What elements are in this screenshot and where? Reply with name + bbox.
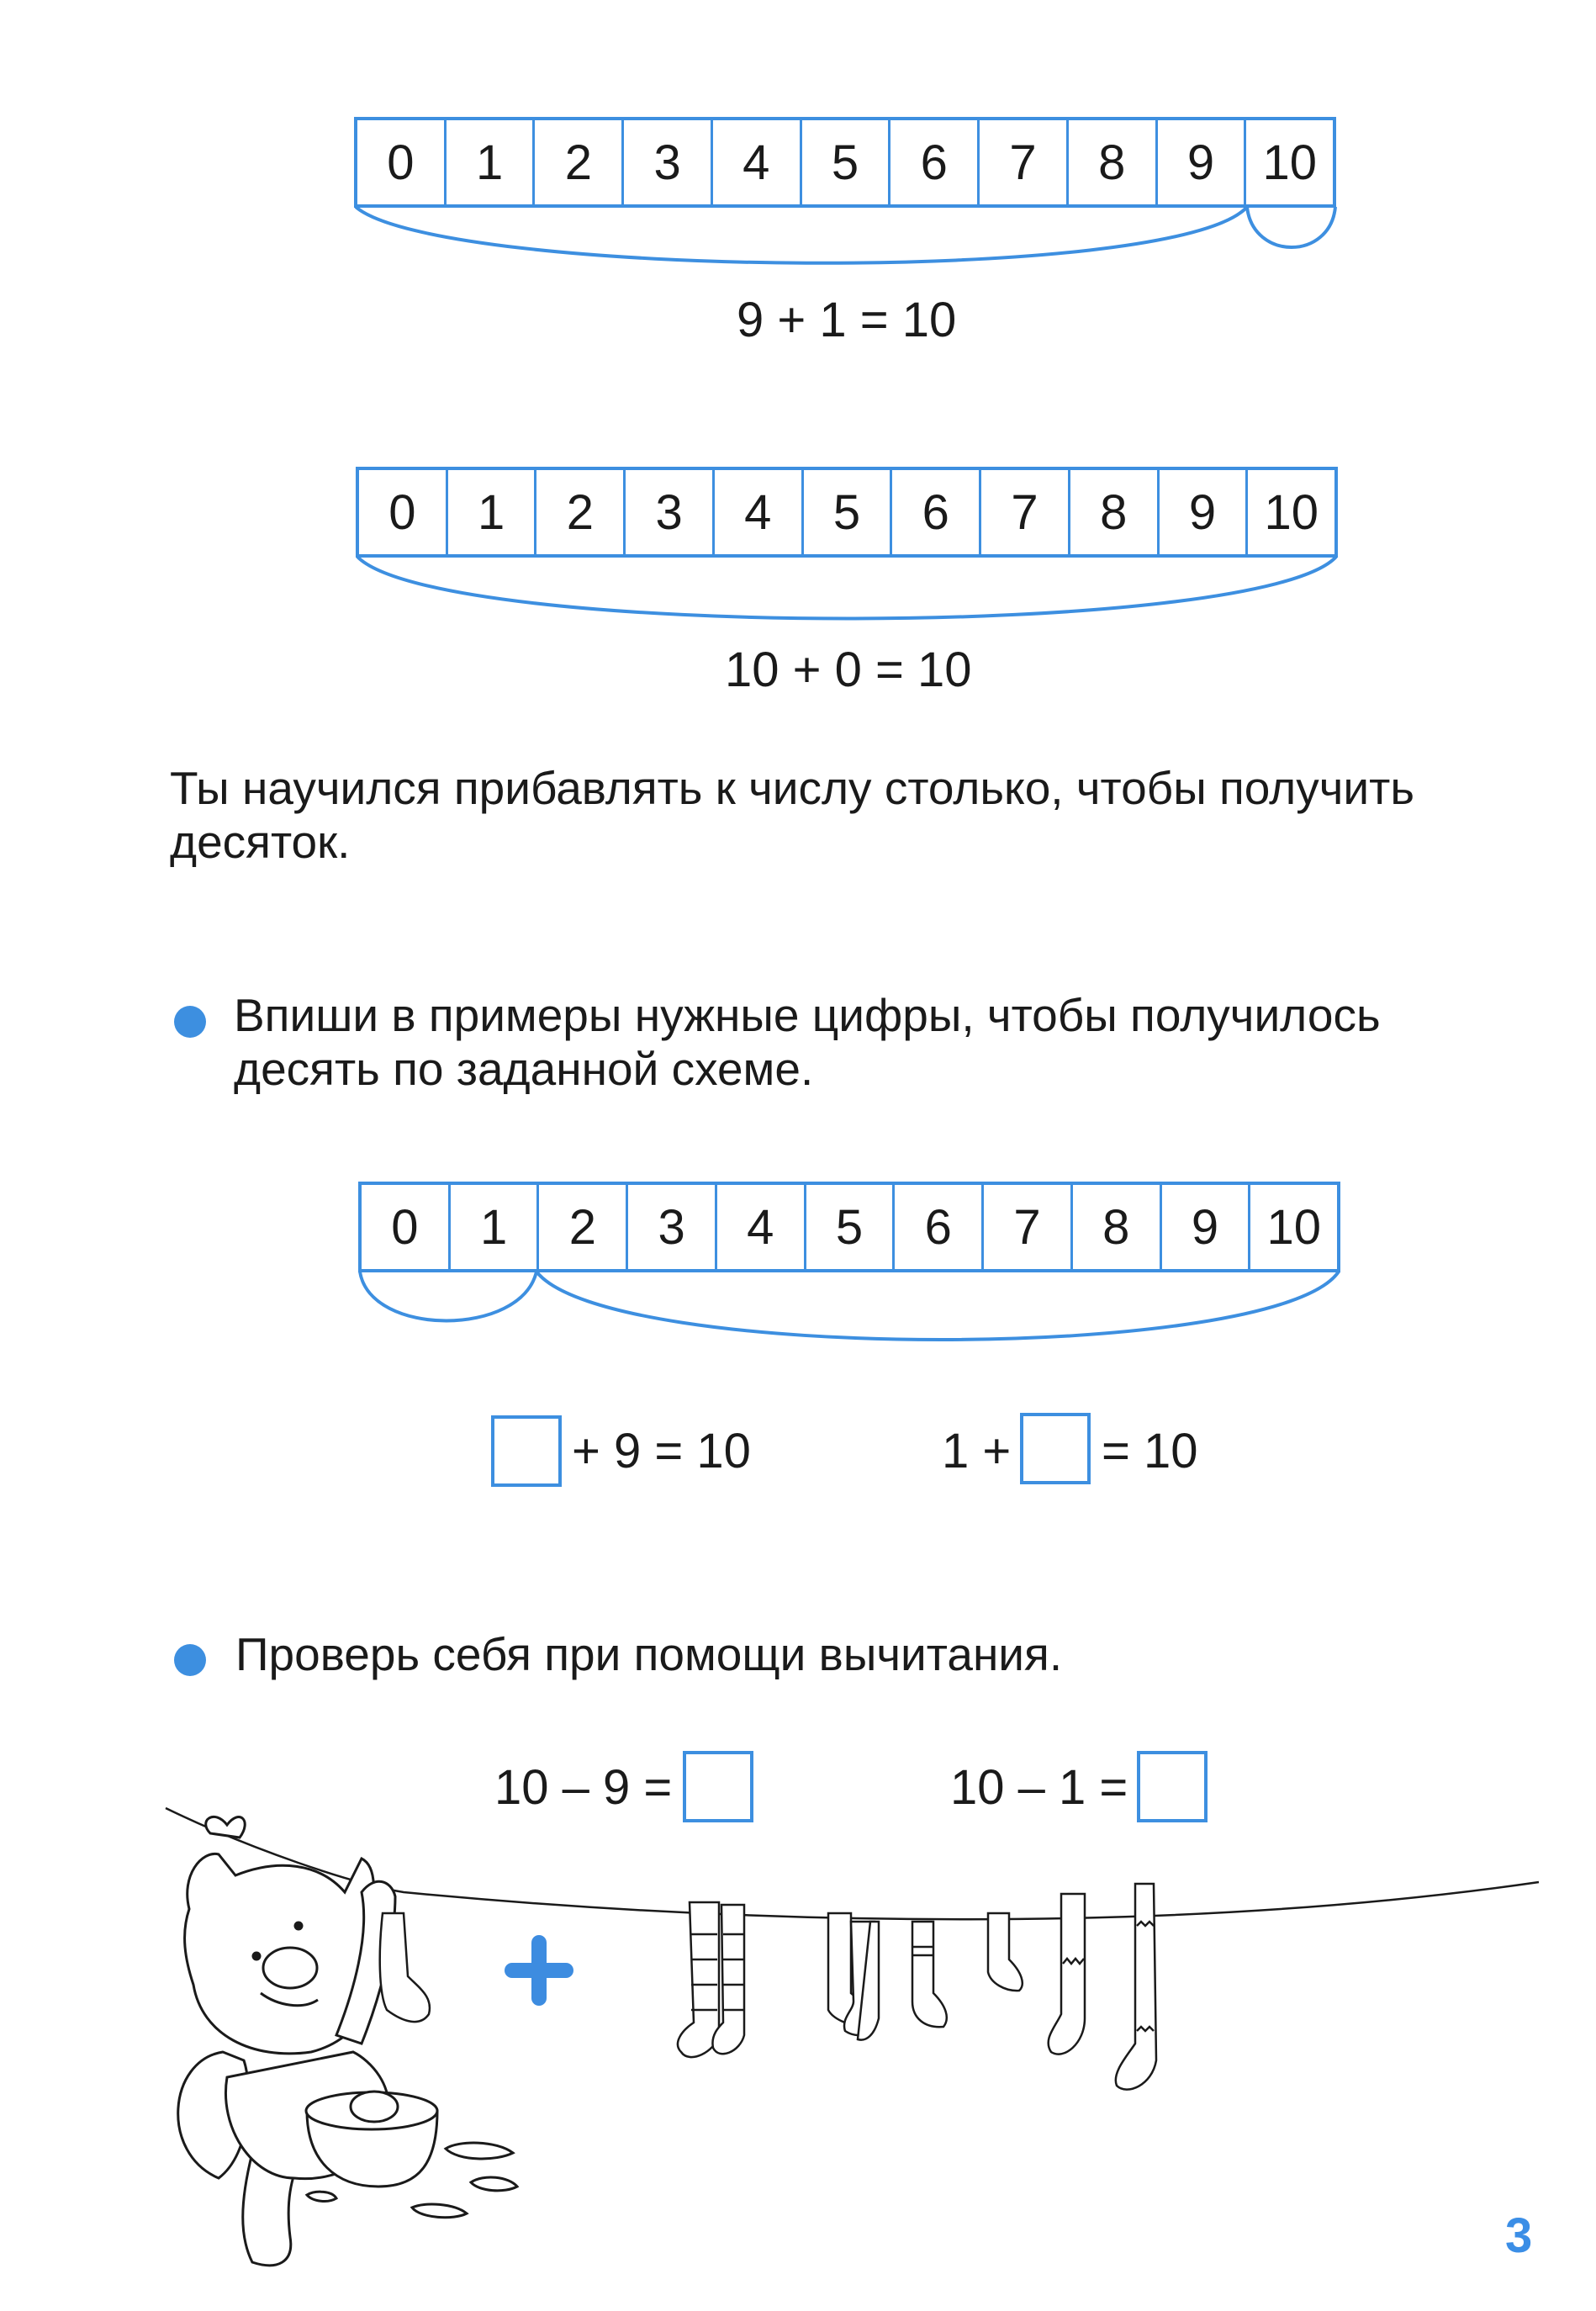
- equation-1: 9 + 1 = 10: [737, 293, 957, 347]
- task1-equation-2-before: 1 +: [942, 1424, 1012, 1478]
- number-cell: 2: [535, 120, 624, 204]
- cat-icon: [178, 1817, 517, 2265]
- task2-equation-1-text: 10 – 9 =: [494, 1760, 673, 1815]
- number-cell: 8: [1069, 120, 1158, 204]
- number-cell: 5: [806, 1185, 896, 1269]
- equation-2: 10 + 0 = 10: [725, 643, 972, 697]
- task2-line: Проверь себя при помощи вычитания.: [235, 1628, 1063, 1680]
- number-cell: 1: [451, 1185, 540, 1269]
- number-cell: 6: [895, 1185, 984, 1269]
- number-cell: 9: [1158, 120, 1247, 204]
- blue-plus-icon: [512, 1943, 566, 1998]
- number-cell: 5: [804, 470, 893, 554]
- page-number: 3: [1505, 2208, 1533, 2263]
- number-cell: 10: [1266, 1199, 1321, 1255]
- number-cell: 1: [448, 470, 537, 554]
- number-cell: 9: [1160, 470, 1249, 554]
- number-cell: 6: [890, 120, 980, 204]
- number-cell: 4: [715, 470, 804, 554]
- number-cell: 8: [1070, 470, 1160, 554]
- task1-equation-1-text: + 9 = 10: [572, 1424, 751, 1478]
- number-cell: 4: [713, 120, 802, 204]
- number-cell: 7: [980, 120, 1069, 204]
- number-cell: 7: [981, 470, 1070, 554]
- number-cell: 0: [357, 120, 447, 204]
- number-cell: 10: [1264, 484, 1319, 540]
- number-cell: 3: [624, 120, 713, 204]
- number-cell: 1: [447, 120, 536, 204]
- number-cell: 0: [359, 470, 448, 554]
- number-cell: 2: [536, 470, 626, 554]
- number-cell: 8: [1073, 1185, 1162, 1269]
- task2-equation-2-text: 10 – 1 =: [950, 1760, 1128, 1815]
- summary-line-1: Ты научился прибавлять к числу столько, чтобы получить: [170, 762, 1414, 814]
- task1-line-2: десять по заданной схеме.: [234, 1043, 814, 1095]
- number-cell: 7: [984, 1185, 1073, 1269]
- number-cell: 6: [892, 470, 981, 554]
- number-cell: 10: [1262, 135, 1317, 190]
- number-cell: 5: [802, 120, 891, 204]
- task1-equation-2-after: = 10: [1102, 1424, 1198, 1478]
- task1-line-1: Впиши в примеры нужные цифры, чтобы получилось: [234, 989, 1381, 1041]
- summary-line-2: десяток.: [170, 816, 351, 868]
- number-cell: 9: [1162, 1185, 1251, 1269]
- number-cell: 3: [628, 1185, 717, 1269]
- sock-icon: [380, 1913, 430, 2022]
- number-cell: 2: [539, 1185, 628, 1269]
- number-cell: 3: [626, 470, 715, 554]
- number-cell: 0: [362, 1185, 451, 1269]
- number-cell: 4: [717, 1185, 806, 1269]
